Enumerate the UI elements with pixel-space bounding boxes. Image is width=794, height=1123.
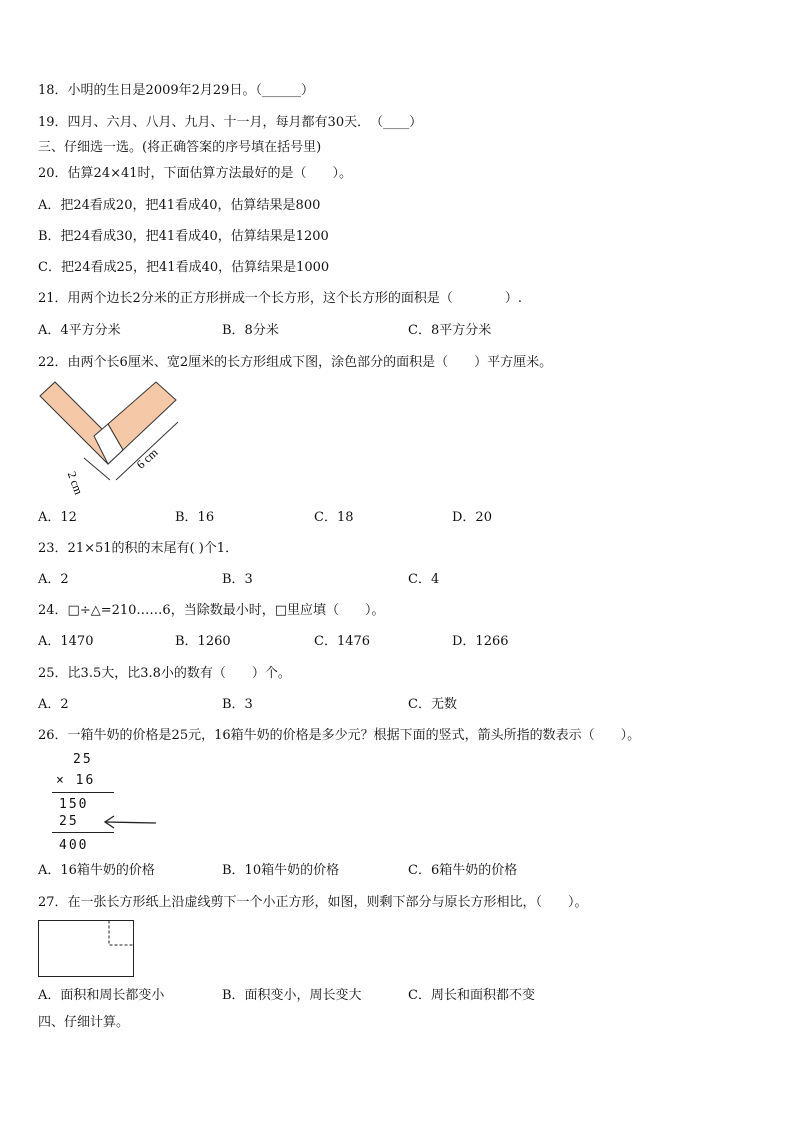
question-20-stem: 20．估算24×41时，下面估算方法最好的是（ ）。: [38, 166, 353, 181]
question-23-option-c: C．4: [408, 572, 440, 587]
question-22-option-a: A．12: [38, 510, 77, 525]
question-20-option-b: B．把24看成30，把41看成40，估算结果是1200: [38, 229, 329, 244]
multiplicand: 25: [73, 752, 93, 767]
question-21-option-a: A．4平方分米: [38, 323, 121, 338]
question-24-option-b: B．1260: [175, 634, 231, 649]
question-24-stem: 24．□÷△=210……6，当除数最小时，□里应填（ ）。: [38, 603, 385, 618]
question-20-option-a: A．把24看成20，把41看成40，估算结果是800: [38, 198, 321, 213]
question-26-stem: 26．一箱牛奶的价格是25元，16箱牛奶的价格是多少元？根据下面的竖式，箭头所指的数表示（ ）。: [38, 728, 641, 743]
question-24-option-c: C．1476: [314, 634, 371, 649]
question-18: 18．小明的生日是2009年2月29日。（______）: [38, 83, 314, 98]
arrow-icon: [100, 814, 160, 830]
question-20-option-c: C．把24看成25，把41看成40，估算结果是1000: [38, 260, 330, 275]
question-27-option-b: B．面积变小，周长变大: [222, 988, 362, 1003]
question-22-stem: 22．由两个长6厘米、宽2厘米的长方形组成下图，涂色部分的面积是（ ）平方厘米。: [38, 355, 553, 370]
question-26-option-c: C．6箱牛奶的价格: [408, 863, 518, 878]
width-label: 2 cm: [64, 469, 86, 497]
rule-line-1: [52, 792, 114, 793]
question-27-option-c: C．周长和面积都不变: [408, 988, 535, 1003]
partial-product-1: 150: [59, 797, 89, 812]
question-21-option-c: C．8平方分米: [408, 323, 492, 338]
length-label: 6 cm: [133, 445, 161, 472]
two-rectangles-figure: [36, 380, 186, 500]
question-23-option-a: A．2: [38, 572, 69, 587]
question-21-stem: 21．用两个边长2分米的正方形拼成一个长方形，这个长方形的面积是（ ）.: [38, 291, 522, 306]
question-23-option-b: B．3: [222, 572, 253, 587]
question-27-stem: 27．在一张长方形纸上沿虚线剪下一个小正方形，如图，则剩下部分与原长方形相比，（ ）。: [38, 895, 588, 910]
question-22-option-b: B．16: [175, 510, 215, 525]
section-3-heading: 三、仔细选一选。(将正确答案的序号填在括号里): [38, 140, 322, 155]
right-rectangle-shaded: [108, 382, 176, 450]
question-24-option-d: D．1266: [452, 634, 509, 649]
question-27-option-a: A．面积和周长都变小: [38, 988, 165, 1003]
rectangle-paper-figure: [37, 919, 137, 979]
question-23-stem: 23．21×51的积的末尾有( )个1．: [38, 541, 239, 556]
question-25-option-c: C．无数: [408, 697, 457, 712]
vertical-multiplication: [50, 752, 140, 858]
paper-rectangle: [39, 921, 134, 977]
question-24-option-a: A．1470: [38, 634, 94, 649]
section-4-heading: 四、仔细计算。: [38, 1015, 130, 1030]
question-26-option-a: A．16箱牛奶的价格: [38, 863, 155, 878]
product: 400: [59, 838, 89, 853]
question-22-option-d: D．20: [452, 510, 492, 525]
question-22-option-c: C．18: [314, 510, 354, 525]
question-25-option-b: B．3: [222, 697, 253, 712]
rule-line-2: [52, 832, 114, 833]
partial-product-2: 25: [59, 814, 79, 829]
question-19: 19．四月、六月、八月、九月、十一月，每月都有30天． （____）: [38, 115, 423, 130]
question-26-option-b: B．10箱牛奶的价格: [222, 863, 340, 878]
question-21-option-b: B．8分米: [222, 323, 279, 338]
question-25-option-a: A．2: [38, 697, 69, 712]
multiplier: × 16: [56, 773, 96, 788]
question-25-stem: 25．比3.5大，比3.8小的数有（ ）个。: [38, 666, 291, 681]
